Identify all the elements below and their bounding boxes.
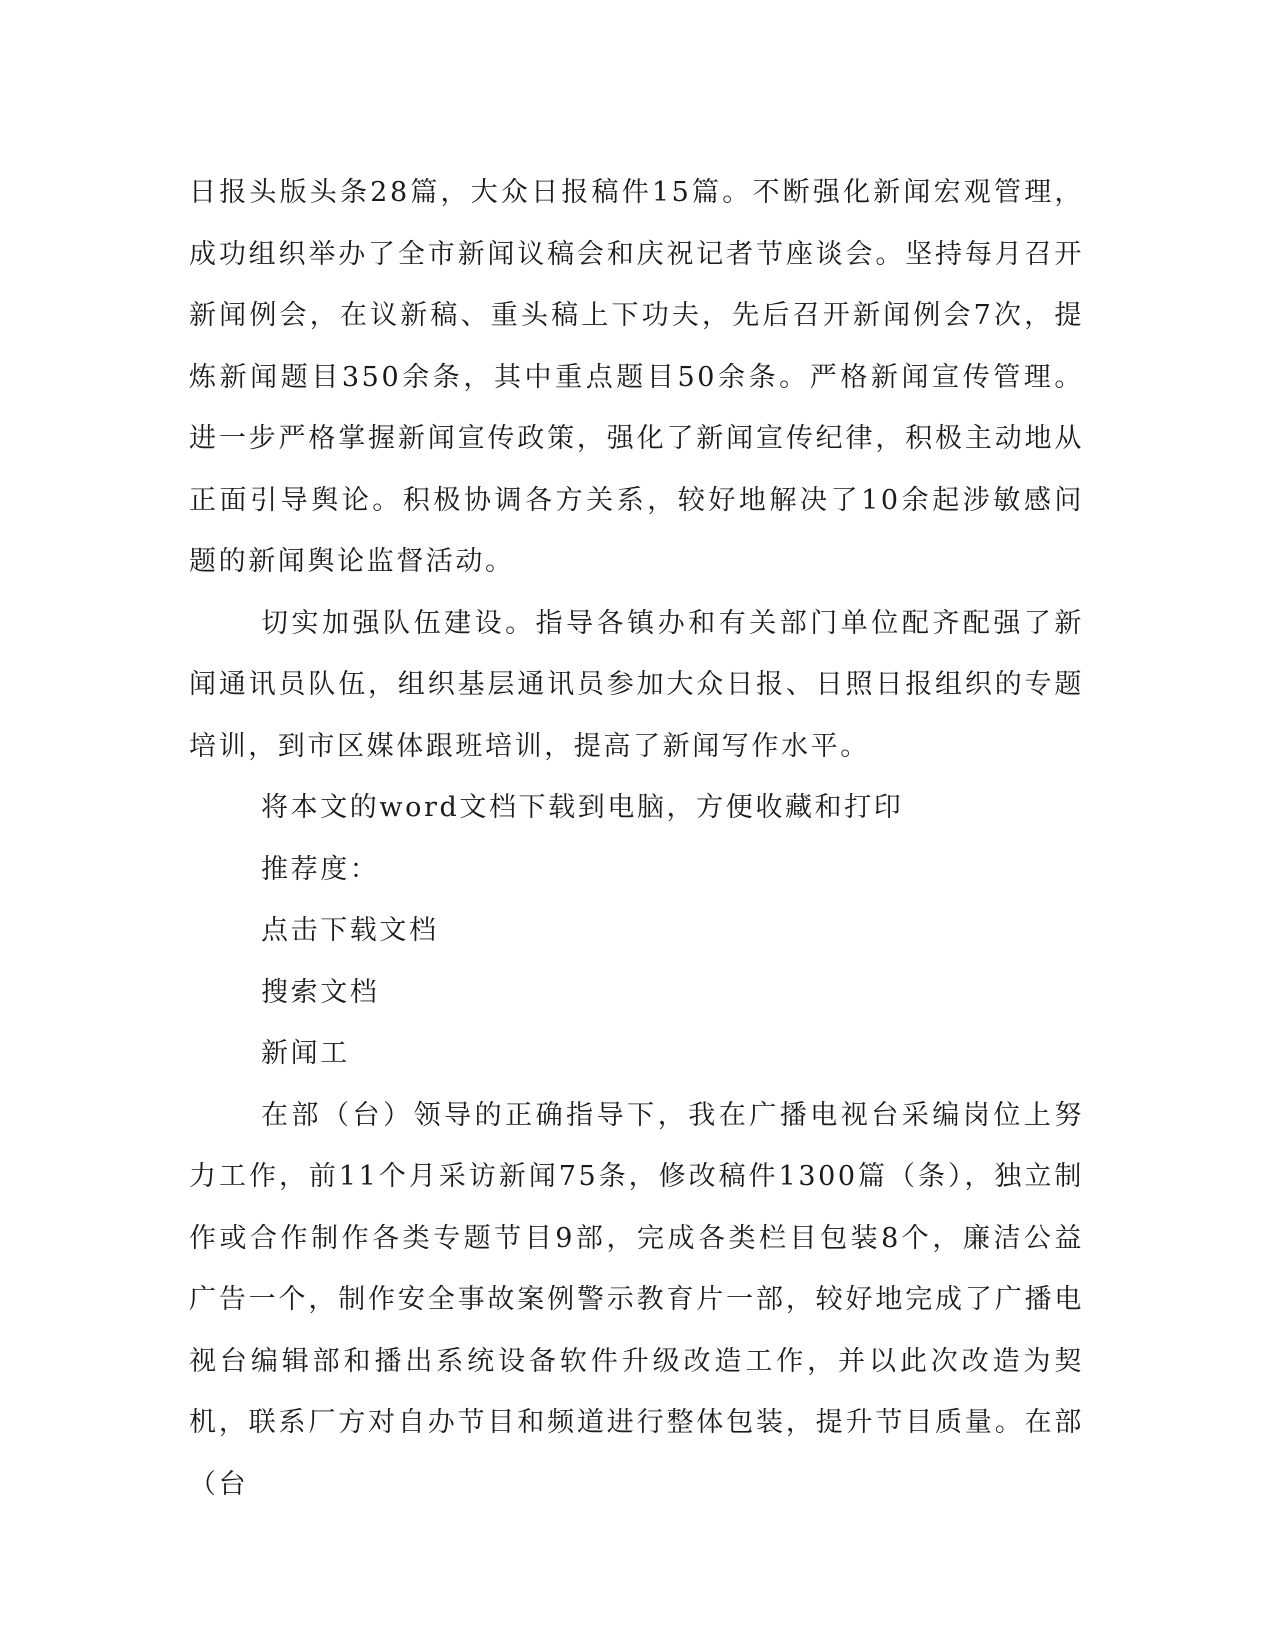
paragraph-tv-station-work: 在部（台）领导的正确指导下，我在广播电视台采编岗位上努力工作，前11个月采访新闻75条，修改稿件1300篇（条），独立制作或合作制作各类专题节目9部，完成各类栏目包装8个，廉洁公益广告一个，制作安全事故案例警示教育片一部，较好地完成了广播电视台编辑部和播出系统设备软件升级改造工作，并以此次改造为契机，联系厂方对自办节目和频道进行整体包装，提升节目质量。在部（台 <box>189 1099 1084 1500</box>
document-body <box>189 162 1084 1515</box>
recommendation-label: 推荐度： <box>261 853 380 885</box>
paragraph-news-management: 日报头版头条28篇，大众日报稿件15篇。不断强化新闻宏观管理，成功组织举办了全市新闻议稿会和庆祝记者节座谈会。坚持每月召开新闻例会，在议新稿、重头稿上下功夫，先后召开新闻例会7次，提炼新闻题目350余条，其中重点题目50余条。严格新闻宣传管理。进一步严格掌握新闻宣传政策，强化了新闻宣传纪律，积极主动地从正面引导舆论。积极协调各方关系，较好地解决了10余起涉敏感问题的新闻舆论监督活动。 <box>189 177 1084 577</box>
download-document-link[interactable]: 点击下载文档 <box>261 915 439 946</box>
paragraph-team-building: 切实加强队伍建设。指导各镇办和有关部门单位配齐配强了新闻通讯员队伍，组织基层通讯员参加大众日报、日照日报组织的专题培训，到市区媒体跟班培训，提高了新闻写作水平。 <box>189 607 1084 762</box>
download-word-prompt: 将本文的word文档下载到电脑，方便收藏和打印 <box>261 792 904 823</box>
search-document-link[interactable]: 搜索文档 <box>261 976 380 1008</box>
section-heading-news-worker: 新闻工 <box>261 1038 350 1069</box>
